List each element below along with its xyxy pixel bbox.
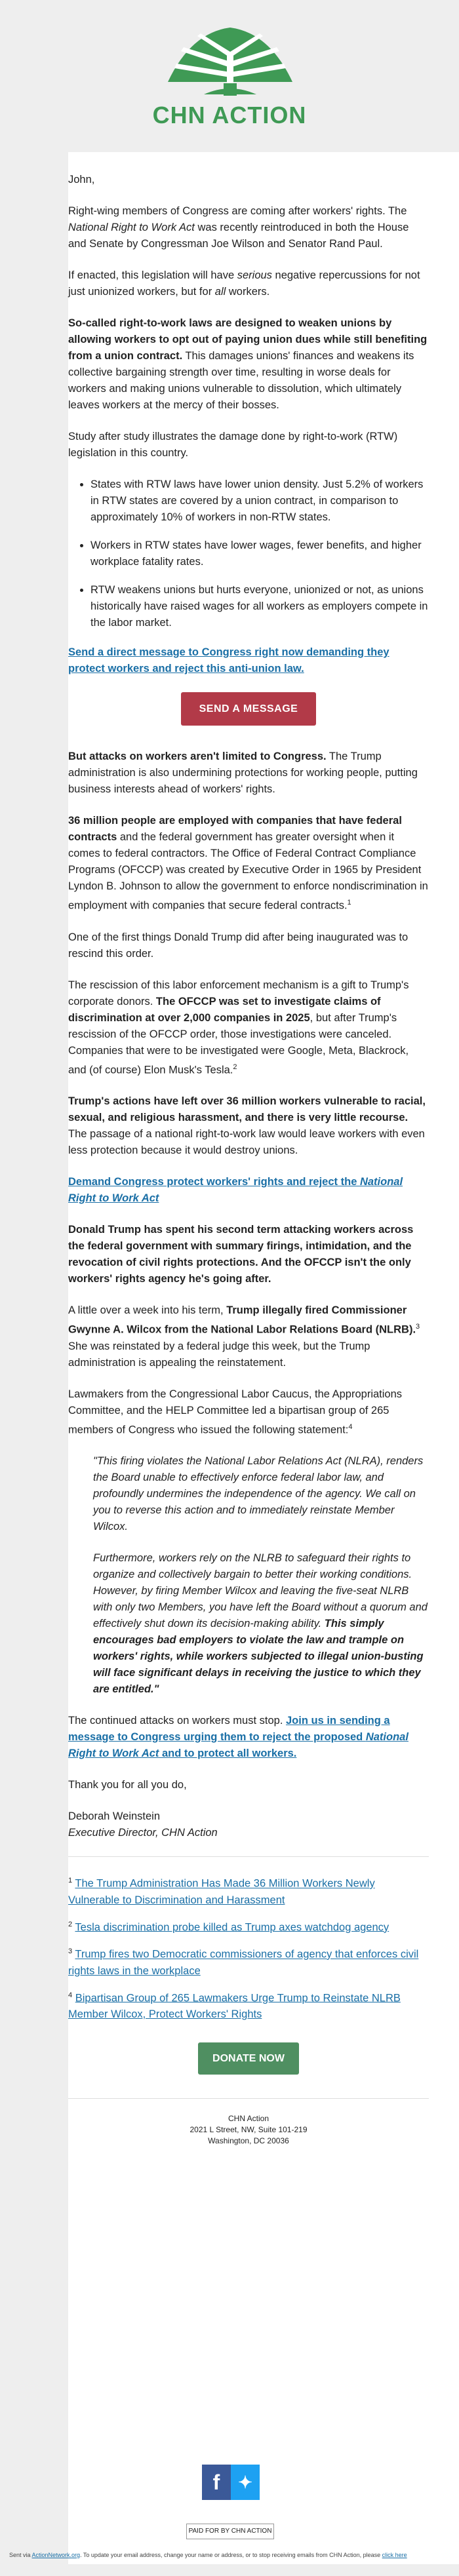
paragraph-4: Study after study illustrates the damage done by right-to-work (RTW) legislation in this country. xyxy=(68,431,398,459)
footnote-3: $^3$ Trump fires two Democratic commissioners of agency that enforces civil rights laws in the workplace xyxy=(68,1947,419,1977)
paragraph-3: So-called right-to-work laws are designed to weaken unions by allowing workers to opt out of paying union dues while still benefiting from a union contract. This damages unions' finances and weakens its collective bargaining strength over time, resulting in worse deals for workers and making unions vulnerable to dissolution, which ultimately leaves workers at the mercy of their bosses. xyxy=(68,317,428,411)
paragraph-1: Right-wing members of Congress are coming after workers' rights. The National Right to Work Act was recently reintroduced in both the House and Senate by Congressman Joe Wilson and Senator Rand Paul. xyxy=(68,205,409,250)
join-message-link[interactable]: Join us in sending a message to Congress urging them to reject the proposed National Right to Work Act and to protect all workers. xyxy=(68,1715,409,1759)
footnote-ref-1: 1 xyxy=(347,899,351,907)
paragraph-6: 36 million people are employed with companies that have federal contracts and the federal government has greater oversight when it comes to federal contractors. The Office of Federal Contract Compliance Programs (OFCCP) was created by Executive Order in 1965 by President Lyndon B. Johnson to allow the government to enforce nondiscrimination in employment with companies that secure federal contracts.$^1$ xyxy=(68,815,428,912)
send-message-button[interactable]: SEND A MESSAGE xyxy=(181,692,317,726)
paragraph-11: A little over a week into his term, Trump illegally fired Commissioner Gwynne A. Wilcox from the National Labor Relations Board (NLRB).$^3$ She was reinstated by a federal judge this week, but the Trump administration is appealing the reinstatement. xyxy=(68,1304,420,1369)
quote-paragraph-2: Furthermore, workers rely on the NLRB to safeguard their rights to organize and collectively bargain to better their working conditions. However, by firing Member Wilcox and leaving the five-seat NLRB with only two Members, you have left the Board without a quorum and effectively shut down its decision-making ability. This simply encourages bad employers to violate the law and trample on workers' rights, while workers subjected to illegal union-busting will face significant delays in receiving the justice to which they are entitled." xyxy=(93,1552,428,1695)
greeting: John, xyxy=(68,174,95,185)
divider xyxy=(68,1856,429,1857)
footnote-ref-3: 3 xyxy=(416,1323,420,1331)
divider xyxy=(68,2098,429,2099)
signature xyxy=(68,1808,429,1841)
brand-name: CHN ACTION xyxy=(152,102,307,128)
footnote-ref-2: 2 xyxy=(233,1063,237,1071)
quote-block xyxy=(93,1453,429,1698)
tree-logo-icon xyxy=(158,20,302,97)
paid-for-box: PAID FOR BY CHN ACTION xyxy=(186,2524,274,2539)
paragraph-13: The continued attacks on workers must stop. Join us in sending a message to Congress urging them to reject the proposed National Right to Work Act and to protect all workers. xyxy=(68,1715,409,1759)
rtw-facts-list xyxy=(68,477,429,631)
demand-link-paragraph xyxy=(68,1174,429,1207)
paragraph-2: If enacted, this legislation will have serious negative repercussions for not just unionized workers, but for all workers. xyxy=(68,269,420,298)
thanks: Thank you for all you do, xyxy=(68,1779,187,1791)
actionnetwork-link[interactable]: ActionNetwork.org xyxy=(31,2552,81,2558)
paragraph-9: Trump's actions have left over 36 million workers vulnerable to racial, sexual, and religious harassment, and there is very little recourse. The passage of a national right-to-work law would leave workers with even less protection because it would destroy unions. xyxy=(68,1095,426,1156)
footnote-link-4[interactable]: Bipartisan Group of 265 Lawmakers Urge Trump to Reinstate NLRB Member Wilcox, Protect Workers' Rights xyxy=(68,1992,401,2020)
footnote-ref-4: 4 xyxy=(348,1422,353,1431)
donate-container xyxy=(68,2042,429,2075)
footnote-link-1[interactable]: The Trump Administration Has Made 36 Million Workers Newly Vulnerable to Discrimination and Harassment xyxy=(68,1877,375,1906)
unsubscribe-link[interactable]: click here xyxy=(382,2552,407,2558)
list-item: • RTW weakens unions but hurts everyone, unionized or not, as unions historically have raised wages for all workers as employers compete in the labor market. xyxy=(90,582,429,631)
unsubscribe-footer: Sent via ActionNetwork.org. To update your email address, change your name or address, or to stop receiving emails from CHN Action, please click here xyxy=(9,2552,407,2558)
cta-container xyxy=(68,692,429,726)
header xyxy=(0,0,459,152)
message-link-paragraph xyxy=(68,644,429,677)
footnote-1: $^1$ The Trump Administration Has Made 36 Million Workers Newly Vulnerable to Discrimination and Harassment xyxy=(68,1877,375,1906)
email-body xyxy=(68,172,429,2147)
signer-name: Deborah Weinstein xyxy=(68,1810,161,1822)
list-item: • States with RTW laws have lower union density. Just 5.2% of workers in RTW states are covered by a union contract, in comparison to approximately 10% of workers in non-RTW states. xyxy=(90,477,429,526)
footnotes xyxy=(68,1873,429,2023)
quote-paragraph-1: "This firing violates the National Labor Relations Act (NLRA), renders the Board unable to effectively enforce federal labor law, and profoundly undermines the independence of the agency. We call on you to reverse this action and to immediately reinstate Member Wilcox. xyxy=(93,1455,424,1532)
demand-congress-link[interactable]: Demand Congress protect workers' rights and reject the National Right to Work Act xyxy=(68,1176,403,1204)
mailing-address: CHN Action 2021 L Street, NW, Suite 101-219 Washington, DC 20036 xyxy=(190,2114,308,2145)
paragraph-5: But attacks on workers aren't limited to Congress. The Trump administration is also undermining protections for working people, putting business interests ahead of workers' rights. xyxy=(68,751,418,795)
list-item: • Workers in RTW states have lower wages, fewer benefits, and higher workplace fatality rates. xyxy=(90,537,429,570)
footnote-4: $^4$ Bipartisan Group of 265 Lawmakers Urge Trump to Reinstate NLRB Member Wilcox, Protect Workers' Rights xyxy=(68,1991,401,2020)
paragraph-12: Lawmakers from the Congressional Labor Caucus, the Appropriations Committee, and the HELP Committee led a bipartisan group of 265 members of Congress who issued the following statement:$^4$ xyxy=(68,1388,403,1435)
footnote-2: $^2$ Tesla discrimination probe killed as Trump axes watchdog agency xyxy=(68,1920,389,1933)
message-congress-link[interactable]: Send a direct message to Congress right now demanding they protect workers and reject this anti-union law. xyxy=(68,646,389,674)
twitter-icon[interactable]: ✦ xyxy=(231,2465,260,2500)
paragraph-8: The rescission of this labor enforcement mechanism is a gift to Trump's corporate donors. The OFCCP was set to investigate claims of discrimination at over 2,000 companies in 2025, but after Trump's rescission of the OFCCP order, those investigations were canceled. Companies that were to be investigated were Google, Meta, Blackrock, and (of course) Elon Musk's Tesla.$^2$ xyxy=(68,979,409,1076)
facebook-icon[interactable]: f xyxy=(202,2465,231,2500)
paragraph-10: Donald Trump has spent his second term attacking workers across the federal government with summary firings, intimidation, and the revocation of civil rights protections. And the OFCCP isn't the only workers' rights agency he's going after. xyxy=(68,1224,414,1285)
paragraph-7: One of the first things Donald Trump did after being inaugurated was to rescind this order. xyxy=(68,931,409,960)
footnote-link-2[interactable]: Tesla discrimination probe killed as Trump axes watchdog agency xyxy=(75,1921,389,1933)
footnote-link-3[interactable]: Trump fires two Democratic commissioners of agency that enforces civil rights laws in the workplace xyxy=(68,1948,419,1977)
social-links xyxy=(202,2465,260,2500)
signer-title: Executive Director, CHN Action xyxy=(68,1827,218,1839)
donate-now-button[interactable]: DONATE NOW xyxy=(198,2042,299,2075)
